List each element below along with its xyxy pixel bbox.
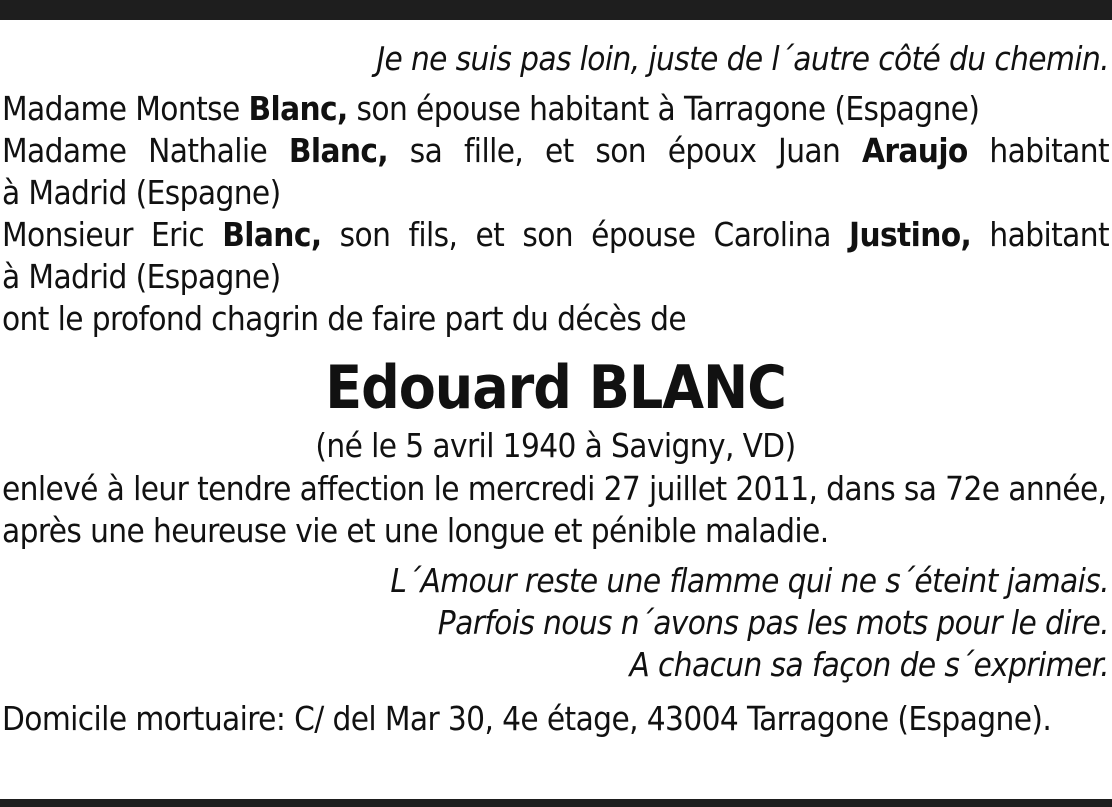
family-surname: Blanc, [222, 215, 322, 254]
family-text: Monsieur Eric [2, 215, 223, 254]
poem-line: A chacun sa façon de s´exprimer. [629, 645, 1109, 684]
family-text: son épouse habitant à Tarragone (Espagne) [347, 89, 980, 128]
family-text: sa fille, et son époux Juan [388, 131, 862, 170]
poem [2, 560, 1109, 686]
family-surname: Justino, [849, 215, 972, 254]
family-text: Madame Nathalie [2, 131, 289, 170]
passing-line-1: enlevé à leur tendre affection le mercredi 27 juillet 2011, dans sa 72e année, [2, 469, 1107, 508]
family-text: habitant [971, 215, 1110, 254]
family-text: Madame Montse [2, 89, 249, 128]
family-line-5: à Madrid (Espagne) [2, 257, 281, 296]
top-rule [0, 0, 1112, 20]
passing-line-2: après une heureuse vie et une longue et pénible maladie. [2, 511, 829, 550]
family-surname: Blanc, [248, 89, 348, 128]
family-line-4 [2, 214, 1109, 256]
epigraph: Je ne suis pas loin, juste de l´autre côté du chemin. [376, 39, 1109, 78]
family-line-3: à Madrid (Espagne) [2, 173, 281, 212]
domicile-line: Domicile mortuaire: C/ del Mar 30, 4e étage, 43004 Tarragone (Espagne). [2, 699, 1052, 738]
family-line-2 [2, 130, 1109, 172]
family-surname: Blanc, [288, 131, 389, 170]
family-surname: Araujo [861, 131, 968, 170]
announcement-line: ont le profond chagrin de faire part du décès de [2, 299, 687, 338]
obituary-notice [2, 38, 1109, 740]
family-line-1 [2, 88, 1109, 130]
deceased-name: Edouard BLANC [325, 353, 786, 423]
birth-info: (né le 5 avril 1940 à Savigny, VD) [315, 426, 796, 465]
family-text: habitant [967, 131, 1109, 170]
bottom-rule [0, 799, 1112, 807]
family-text: son fils, et son épouse Carolina [321, 215, 849, 254]
poem-line: L´Amour reste une flamme qui ne s´éteint jamais. [390, 561, 1109, 600]
poem-line: Parfois nous n´avons pas les mots pour le dire. [437, 603, 1109, 642]
